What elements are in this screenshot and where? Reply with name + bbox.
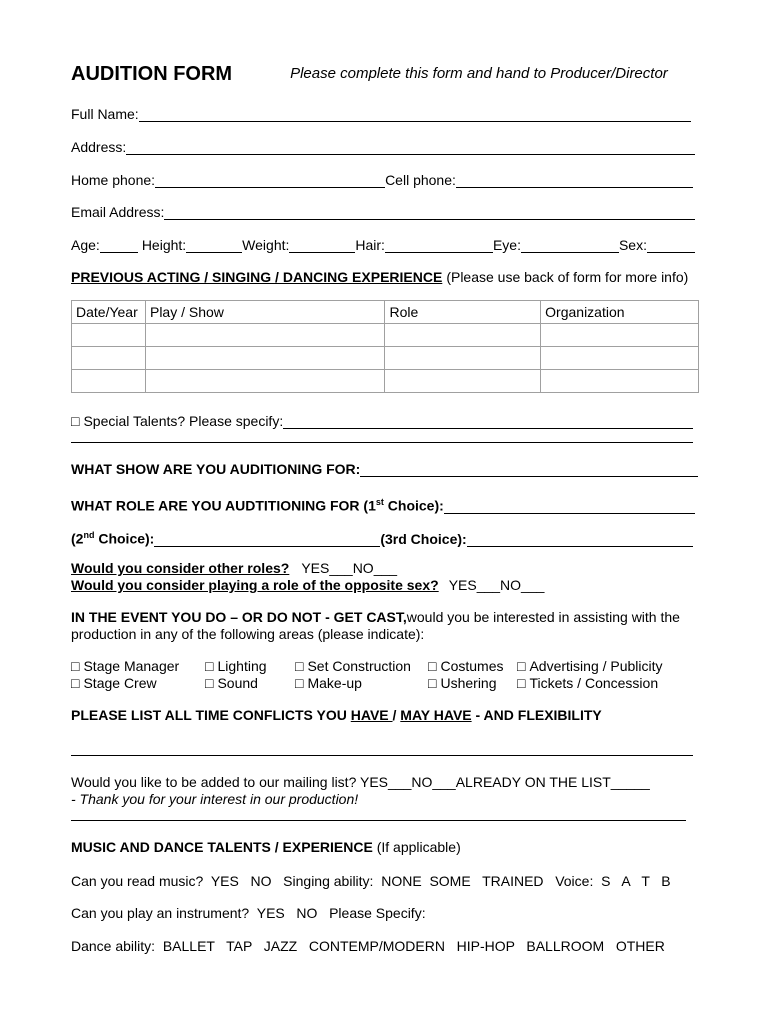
conflicts-text-a: PLEASE LIST ALL TIME CONFLICTS YOU [71,707,351,723]
dance-text[interactable]: Dance ability: BALLET TAP JAZZ CONTEMP/MODERN HIP-HOP BALLROOM OTHER [71,938,665,954]
music-heading-row [71,839,461,855]
cast-row-1 [71,609,680,625]
experience-heading: PREVIOUS ACTING / SINGING / DANCING EXPERIENCE [71,269,443,285]
dance-row [71,938,665,954]
address-row [71,139,695,155]
show-question: WHAT SHOW ARE YOU AUDITIONING FOR: [71,461,361,477]
column-header: Organization [541,301,699,324]
cell-phone-field[interactable] [456,173,693,188]
age-field[interactable] [100,238,138,253]
column-header: Role [385,301,541,324]
experience-note: (Please use back of form for more info) [446,269,689,285]
role-first-question: WHAT ROLE ARE YOU AUDTITIONING FOR (1st Choice): [71,497,444,514]
special-talents-extra-line[interactable] [71,442,693,443]
conflicts-sep: / [392,707,401,723]
show-field[interactable] [360,462,698,477]
opposite-sex-answer[interactable]: YES___NO___ [448,577,545,593]
option-ushering[interactable]: □ Ushering [428,675,497,691]
conflicts-may-have: MAY HAVE [400,707,472,723]
experience-table [71,300,699,393]
instrument-row [71,905,426,921]
address-field[interactable] [126,140,695,155]
read-music-row [71,873,671,889]
column-header: Date/Year [72,301,146,324]
instrument-text[interactable]: Can you play an instrument? YES NO Please Specify: [71,905,426,921]
table-cell[interactable] [541,370,699,393]
table-cell[interactable] [145,324,384,347]
table-cell[interactable] [145,370,384,393]
role-first-field[interactable] [444,499,695,514]
role-first-row [71,494,695,514]
read-music-text[interactable]: Can you read music? YES NO Singing ability: NONE SOME TRAINED Voice: S A T B [71,873,671,889]
height-label: Height: [141,237,187,253]
option-lighting[interactable]: □ Lighting [205,658,267,674]
other-roles-row [71,560,397,576]
conflicts-text-b: - AND FLEXIBILITY [471,707,602,723]
column-header: Play / Show [145,301,384,324]
form-title: AUDITION FORM [71,63,233,85]
email-field[interactable] [164,205,695,220]
role-third-field[interactable] [467,532,693,547]
home-phone-field[interactable] [155,173,385,188]
cell-phone-label: Cell phone: [385,172,456,188]
option-set-construction[interactable]: □ Set Construction [295,658,411,674]
option-stage-crew[interactable]: □ Stage Crew [71,675,157,691]
opposite-sex-question: Would you consider playing a role of the opposite sex? [71,577,439,593]
thanks-row [71,791,358,807]
role-second-field[interactable] [154,532,380,547]
special-talents-label: Special Talents? Please specify: [83,413,284,429]
show-row [71,461,698,477]
cast-row-2 [71,626,424,642]
table-cell[interactable] [72,324,146,347]
option-sound[interactable]: □ Sound [205,675,258,691]
music-heading: MUSIC AND DANCE TALENTS / EXPERIENCE [71,839,373,855]
eye-field[interactable] [521,238,619,253]
option-costumes[interactable]: □ Costumes [428,658,504,674]
eye-label: Eye: [492,237,521,253]
physical-row [71,237,695,253]
sex-field[interactable] [647,238,695,253]
table-row [72,324,699,347]
conflicts-field[interactable] [71,755,693,756]
special-talents-checkbox[interactable]: □ [71,413,80,429]
address-label: Address: [71,139,127,155]
hair-label: Hair: [355,237,385,253]
option-tickets-concession[interactable]: □ Tickets / Concession [517,675,659,691]
table-cell[interactable] [72,347,146,370]
table-cell[interactable] [541,324,699,347]
table-cell[interactable] [385,324,541,347]
conflicts-row [71,707,602,723]
home-phone-label: Home phone: [71,172,156,188]
experience-heading-row [71,269,688,285]
weight-label: Weight: [242,237,290,253]
table-cell[interactable] [72,370,146,393]
full-name-field[interactable] [139,107,691,122]
music-note: (If applicable) [372,839,461,855]
cast-heading: IN THE EVENT YOU DO – OR DO NOT - GET CAST, [71,609,407,625]
table-header-row [72,301,699,324]
table-cell[interactable] [541,347,699,370]
special-talents-field[interactable] [283,414,693,429]
email-label: Email Address: [71,204,165,220]
role-second-label: (2nd Choice): [71,530,155,547]
special-talents-row [71,413,693,429]
role-other-choices-row [71,527,693,547]
full-name-row [71,106,691,122]
phone-row [71,172,693,188]
hair-field[interactable] [385,238,493,253]
header [71,63,668,85]
height-field[interactable] [186,238,242,253]
table-cell[interactable] [385,347,541,370]
cast-text-1: would you be interested in assisting with the [406,609,680,625]
table-cell[interactable] [385,370,541,393]
table-cell[interactable] [145,347,384,370]
opposite-sex-row [71,577,544,593]
email-row [71,204,695,220]
cast-text-2: production in any of the following areas (please indicate): [71,626,425,642]
table-row [72,347,699,370]
conflicts-have: HAVE [350,707,393,723]
full-name-label: Full Name: [71,106,139,122]
option-stage-manager[interactable]: □ Stage Manager [71,658,180,674]
other-roles-answer[interactable]: YES___NO___ [301,560,398,576]
mailing-question[interactable]: Would you like to be added to our mailing list? YES___NO___ALREADY ON THE LIST_____ [71,774,650,790]
option-make-up[interactable]: □ Make-up [295,675,362,691]
role-third-label: (3rd Choice): [380,530,467,547]
other-roles-question: Would you consider other roles? [71,560,290,576]
thanks-text: - Thank you for your interest in our production! [71,791,359,807]
mailing-divider [71,820,686,821]
mailing-row [71,774,650,790]
sex-label: Sex: [618,237,647,253]
table-row [72,370,699,393]
form-subtitle: Please complete this form and hand to Producer/Director [290,65,668,82]
age-label: Age: [71,237,100,253]
weight-field[interactable] [289,238,355,253]
option-advertising-publicity[interactable]: □ Advertising / Publicity [517,658,663,674]
